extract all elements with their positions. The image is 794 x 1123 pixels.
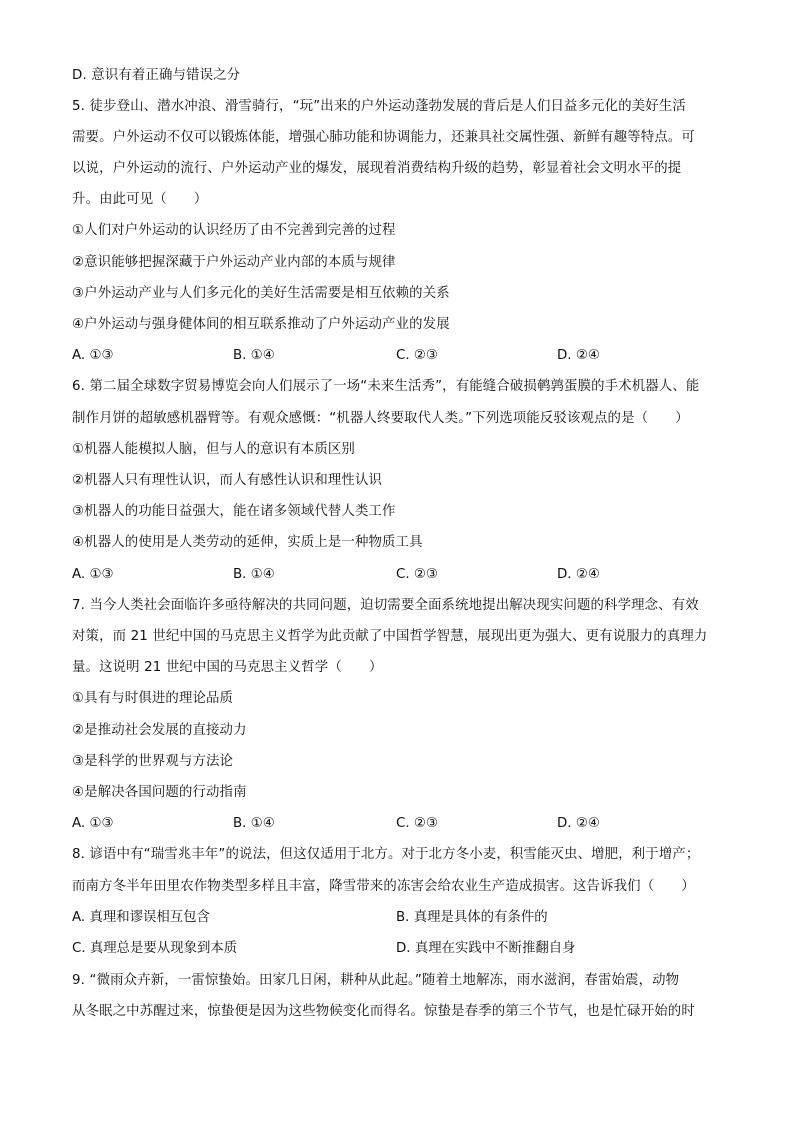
q7-item-2: ②是推动社会发展的直接动力 (72, 723, 247, 738)
q5-stem-line-1: 5. 徒步登山、潜水冲浪、滑雪骑行，“玩”出来的户外运动蓬勃发展的背后是人们日益多元化的美好生活 (72, 99, 686, 114)
q8-option-b: B. 真理是具体的有条件的 (396, 910, 548, 925)
q5-stem-line-3: 以说，户外运动的流行、户外运动产业的爆发，展现着消费结构升级的趋势，彰显着社会文明水平的提 (72, 161, 682, 176)
q5-option-c: C. ②③ (396, 348, 438, 363)
q6-stem-line-2: 制作月饼的超敏感机器臂等。有观众感慨：“机器人终要取代人类。”下列选项能反驳该观点的是（ ） (72, 411, 689, 426)
q6-item-4: ④机器人的使用是人类劳动的延伸，实质上是一种物质工具 (72, 535, 423, 550)
q5-option-d: D. ②④ (557, 348, 600, 363)
q6-option-b: B. ①④ (233, 567, 275, 582)
q5-stem-line-4: 升。由此可见（ ） (72, 192, 208, 207)
q7-option-a: A. ①③ (72, 816, 114, 831)
q5-stem-line-2: 需要。户外运动不仅可以锻炼体能，增强心肺功能和协调能力，还兼具社交属性强、新鲜有趣等特点。可 (72, 130, 695, 145)
q6-option-c: C. ②③ (396, 567, 438, 582)
q8-option-c: C. 真理总是要从现象到本质 (72, 941, 238, 956)
q6-option-a: A. ①③ (72, 567, 114, 582)
q8-option-a: A. 真理和谬误相互包含 (72, 910, 210, 925)
q7-stem-line-1: 7. 当今人类社会面临许多亟待解决的共同问题，迫切需要全面系统地提出解决现实问题的科学理念、有效 (72, 598, 699, 613)
q7-item-4: ④是解决各国问题的行动指南 (72, 785, 247, 800)
q6-stem-line-1: 6. 第二届全球数字贸易博览会向人们展示了一场“未来生活秀”，有能缝合破损鹌鹑蛋膜的手术机器人、能 (72, 379, 700, 394)
q6-item-1: ①机器人能模拟人脑，但与人的意识有本质区别 (72, 442, 355, 457)
q8-stem-line-2: 而南方冬半年田里农作物类型多样且丰富，降雪带来的冻害会给农业生产造成损害。这告诉我们（ ） (72, 879, 695, 894)
q5-option-b: B. ①④ (233, 348, 275, 363)
q6-item-2: ②机器人只有理性认识，而人有感性认识和理性认识 (72, 473, 383, 488)
q7-item-1: ①具有与时俱进的理论品质 (72, 691, 234, 706)
q7-option-c: C. ②③ (396, 816, 438, 831)
q9-stem-line-2: 从冬眠之中苏醒过来，惊蛰便是因为这些物候变化而得名。惊蛰是春季的第三个节气，也是忙碌开始的时 (72, 1004, 695, 1019)
q7-item-3: ③是科学的世界观与方法论 (72, 754, 234, 769)
q7-stem-line-3: 量。这说明 21 世纪中国的马克思主义哲学（ ） (72, 660, 383, 675)
q7-option-d: D. ②④ (557, 816, 600, 831)
q7-option-b: B. ①④ (233, 816, 275, 831)
q5-item-4: ④户外运动与强身健体间的相互联系推动了户外运动产业的发展 (72, 317, 450, 332)
q7-stem-line-2: 对策，而 21 世纪中国的马克思主义哲学为此贡献了中国哲学智慧，展现出更为强大、更有说服力的真理力 (72, 629, 708, 644)
q5-option-a: A. ①③ (72, 348, 114, 363)
q5-item-1: ①人们对户外运动的认识经历了由不完善到完善的过程 (72, 223, 396, 238)
q5-item-3: ③户外运动产业与人们多元化的美好生活需要是相互依赖的关系 (72, 286, 450, 301)
prev-option-d: D. 意识有着正确与错误之分 (72, 68, 241, 83)
q8-stem-line-1: 8. 谚语中有“瑞雪兆丰年”的说法，但这仅适用于北方。对于北方冬小麦，积雪能灭虫、增肥，利于增产； (72, 847, 700, 862)
q6-option-d: D. ②④ (557, 567, 600, 582)
q9-stem-line-1: 9. “微雨众卉新，一雷惊蛰始。田家几日闲，耕种从此起。”随着土地解冻，雨水滋润，春雷始震，动物 (72, 973, 680, 988)
q6-item-3: ③机器人的功能日益强大，能在诸多领域代替人类工作 (72, 504, 396, 519)
q8-option-d: D. 真理在实践中不断推翻自身 (396, 941, 576, 956)
q5-item-2: ②意识能够把握深藏于户外运动产业内部的本质与规律 (72, 255, 396, 270)
